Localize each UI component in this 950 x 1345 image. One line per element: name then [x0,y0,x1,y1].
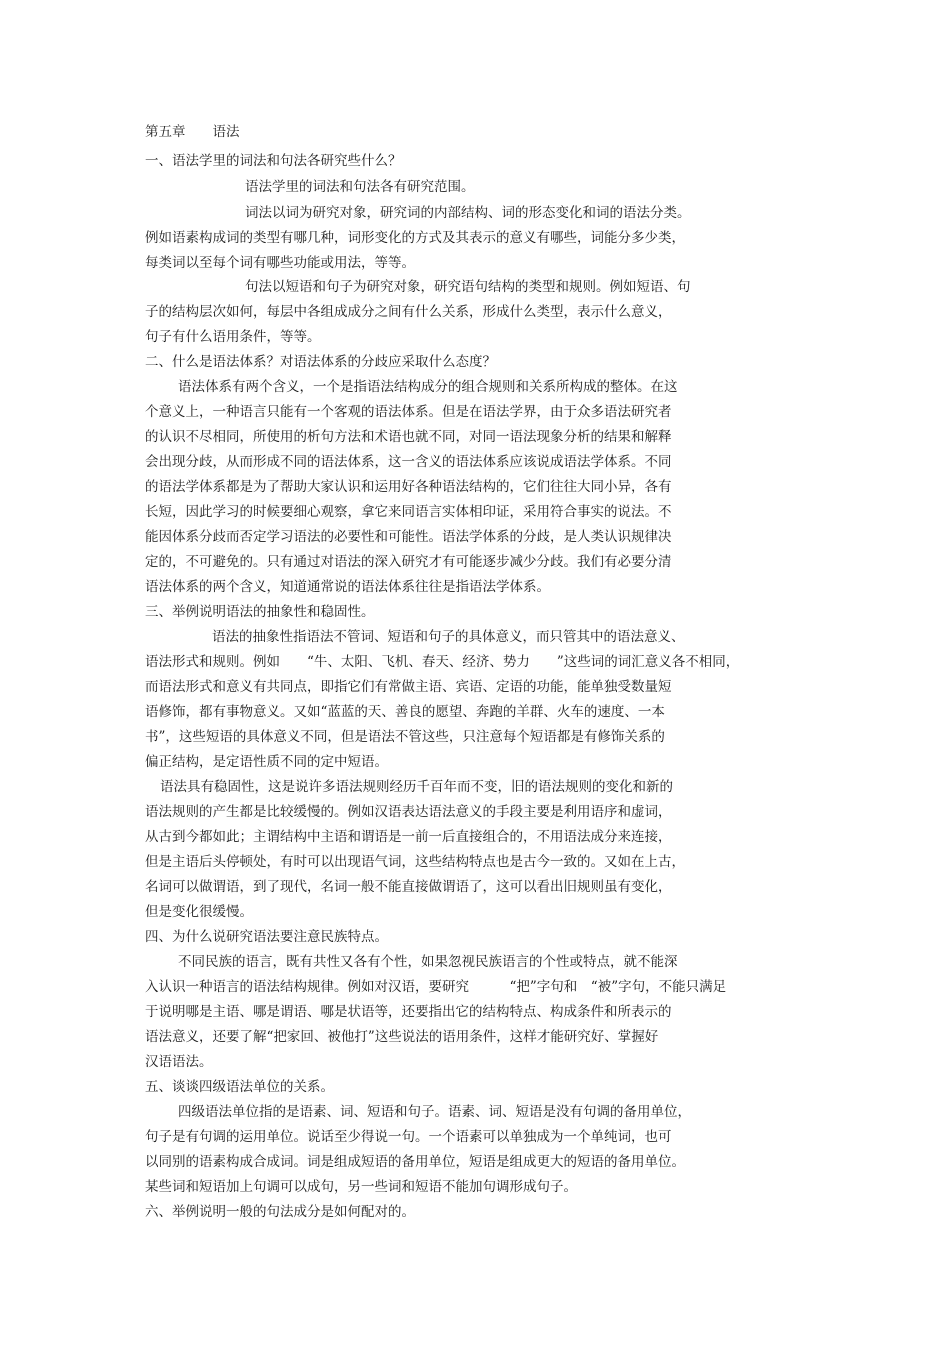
question-heading: 二、什么是语法体系？对语法体系的分歧应采取什么态度？ [145,354,496,370]
answer-line: 能因体系分歧而否定学习语法的必要性和可能性。语法学体系的分歧，是人类认识规律决 [145,529,672,545]
answer-line: 语法体系有两个含义，一个是指语法结构成分的组合规则和关系所构成的整体。在这 [178,379,678,395]
question-heading: 六、举例说明一般的句法成分是如何配对的。 [145,1204,415,1220]
answer-line: 入认识一种语言的语法结构规律。例如对汉语，要研究 “把”字句和 “被”字句，不能只满足 [145,979,727,995]
chapter-title: 第五章 语法 [145,124,240,140]
answer-line: 个意义上，一种语言只能有一个客观的语法体系。但是在语法学界，由于众多语法研究者 [145,404,672,420]
answer-line: 于说明哪是主语、哪是谓语、哪是状语等，还要指出它的结构特点、构成条件和所表示的 [145,1004,672,1020]
answer-line: 某些词和短语加上句调可以成句，另一些词和短语不能加句调形成句子。 [145,1179,577,1195]
answer-line: 偏正结构，是定语性质不同的定中短语。 [145,754,388,770]
answer-line: 句子是有句调的运用单位。说话至少得说一句。一个语素可以单独成为一个单纯词，也可 [145,1129,672,1145]
answer-line: 而语法形式和意义有共同点，即指它们有常做主语、宾语、定语的功能，能单独受数量短 [145,679,672,695]
answer-line: 但是主语后头停顿处，有时可以出现语气词，这些结构特点也是古今一致的。又如在上古， [145,854,685,870]
answer-line: 例如语素构成词的类型有哪几种，词形变化的方式及其表示的意义有哪些，词能分多少类， [145,230,685,246]
answer-line: 不同民族的语言，既有共性又各有个性，如果忽视民族语言的个性或特点，就不能深 [178,954,678,970]
answer-line: 书”，这些短语的具体意义不同，但是语法不管这些，只注意每个短语都是有修饰关系的 [145,729,665,745]
answer-line: 句法以短语和句子为研究对象，研究语句结构的类型和规则。例如短语、句 [245,279,691,295]
answer-line: 语修饰，都有事物意义。又如“蓝蓝的天、善良的愿望、奔跑的羊群、火车的速度、一本 [145,704,665,720]
answer-line: 语法学里的词法和句法各有研究范围。 [245,179,475,195]
answer-line: 语法具有稳固性，这是说许多语法规则经历千百年而不变，旧的语法规则的变化和新的 [160,779,673,795]
answer-line: 词法以词为研究对象，研究词的内部结构、词的形态变化和词的语法分类。 [245,205,691,221]
answer-line: 语法的抽象性指语法不管词、短语和句子的具体意义，而只管其中的语法意义、 [212,629,685,645]
answer-line: 定的，不可避免的。只有通过对语法的深入研究才有可能逐步减少分歧。我们有必要分清 [145,554,672,570]
question-heading: 五、谈谈四级语法单位的关系。 [145,1079,334,1095]
answer-line: 语法体系的两个含义，知道通常说的语法体系往往是指语法学体系。 [145,579,550,595]
answer-line: 的认识不尽相同，所使用的析句方法和术语也就不同，对同一语法现象分析的结果和解释 [145,429,672,445]
answer-line: 汉语语法。 [145,1054,213,1070]
answer-line: 名词可以做谓语，到了现代，名词一般不能直接做谓语了，这可以看出旧规则虽有变化， [145,879,672,895]
answer-line: 语法意义，还要了解“把家回、被他打”这些说法的语用条件，这样才能研究好、掌握好 [145,1029,659,1045]
answer-line: 长短，因此学习的时候要细心观察，拿它来同语言实体相印证，采用符合事实的说法。不 [145,504,672,520]
question-heading: 四、为什么说研究语法要注意民族特点。 [145,929,388,945]
answer-line: 每类词以至每个词有哪些功能或用法，等等。 [145,255,415,271]
answer-line: 句子有什么语用条件，等等。 [145,329,321,345]
answer-line: 会出现分歧，从而形成不同的语法体系，这一含义的语法体系应该说成语法学体系。不同 [145,454,672,470]
answer-line: 语法规则的产生都是比较缓慢的。例如汉语表达语法意义的手段主要是利用语序和虚词， [145,804,672,820]
answer-line: 四级语法单位指的是语素、词、短语和句子。语素、词、短语是没有句调的备用单位， [178,1104,691,1120]
answer-line: 但是变化很缓慢。 [145,904,253,920]
answer-line: 以同别的语素构成合成词。词是组成短语的备用单位，短语是组成更大的短语的备用单位。 [145,1154,685,1170]
answer-line: 语法形式和规则。例如 “牛、太阳、飞机、春天、经济、势力 ”这些词的词汇意义各不相同， [145,654,740,670]
question-heading: 一、语法学里的词法和句法各研究些什么？ [145,153,402,169]
answer-line: 从古到今都如此；主谓结构中主语和谓语是一前一后直接组合的，不用语法成分来连接， [145,829,672,845]
answer-line: 子的结构层次如何，每层中各组成成分之间有什么关系，形成什么类型，表示什么意义， [145,304,672,320]
answer-line: 的语法学体系都是为了帮助大家认识和运用好各种语法结构的，它们往往大同小异，各有 [145,479,672,495]
question-heading: 三、举例说明语法的抽象性和稳固性。 [145,604,375,620]
